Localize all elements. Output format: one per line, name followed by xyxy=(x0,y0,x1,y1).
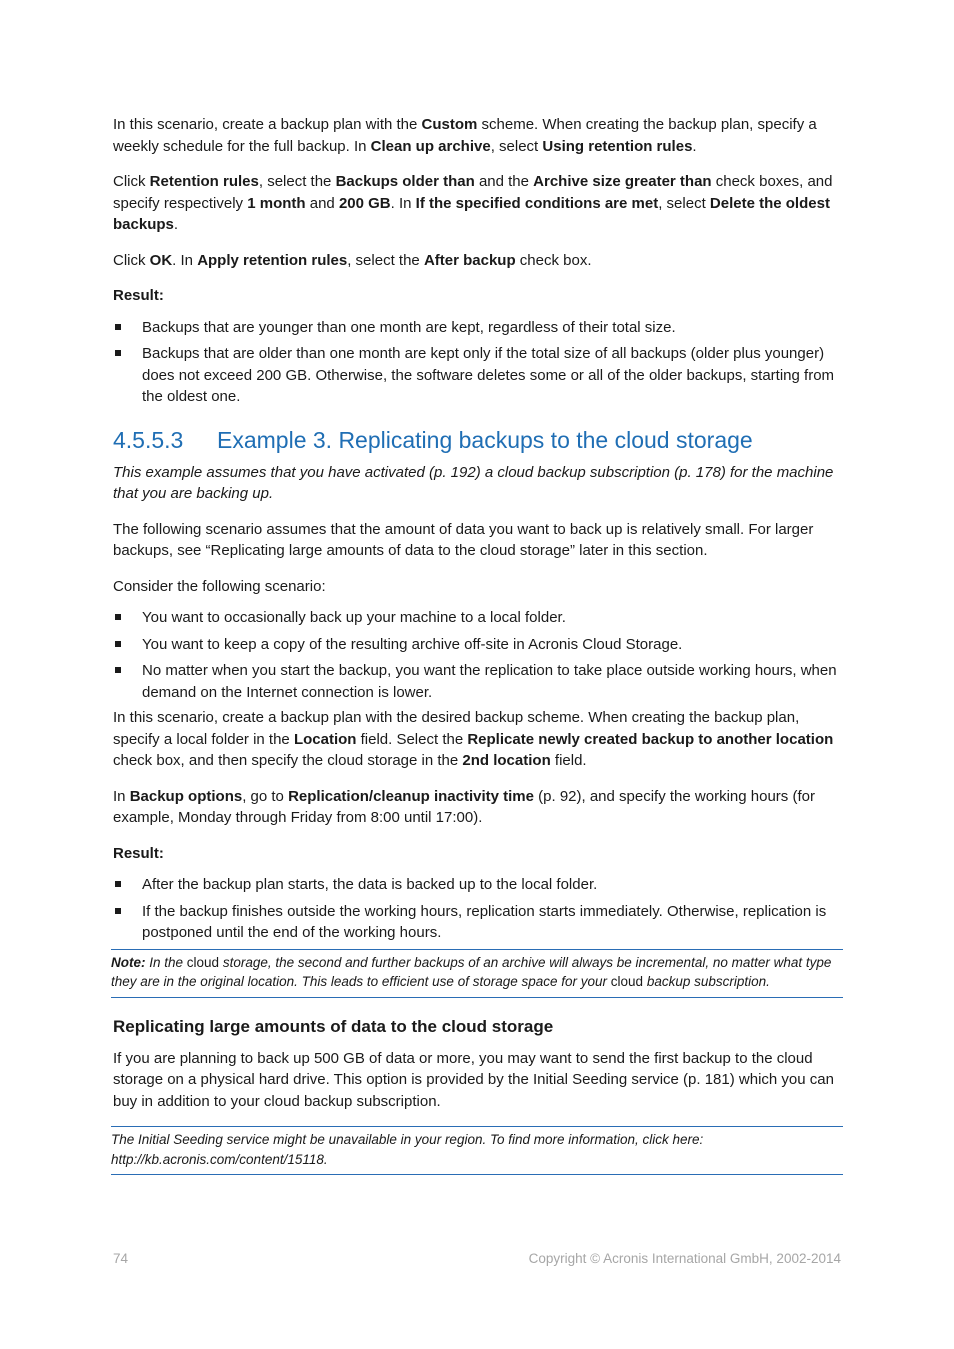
paragraph-backup-options: In Backup options, go to Replication/cleanup inactivity time (p. 92), and specify the working hours (for example, Monday through Friday from 8:00 until 17:00). xyxy=(113,787,815,826)
paragraph-custom-scheme: In this scenario, create a backup plan with the Custom scheme. When creating the backup plan, specify a weekly schedule for the full backup. In Clean up archive, select Using retention rules. xyxy=(113,116,817,155)
section-heading xyxy=(113,426,843,454)
list-item: Backups that are younger than one month are kept, regardless of their total size. xyxy=(113,317,843,339)
list-item: After the backup plan starts, the data is backed up to the local folder. xyxy=(113,874,843,896)
subheading-large-data: Replicating large amounts of data to the cloud storage xyxy=(113,1016,554,1036)
document-page xyxy=(113,114,843,1193)
note-box-seeding: The Initial Seeding service might be unavailable in your region. To find more information, click here: http://kb.acronis.com/content/15118. xyxy=(111,1126,843,1175)
scenario-list xyxy=(113,607,843,703)
list-item: No matter when you start the backup, you want the replication to take place outside working hours, when demand on the Internet connection is lower. xyxy=(113,660,843,703)
result-label: Result: xyxy=(113,287,164,304)
paragraph-retention-rules: Click Retention rules, select the Backups older than and the Archive size greater than check boxes, and specify respectively 1 month and 200 GB. In If the specified conditions are met, select Delete the oldest backups. xyxy=(113,173,833,233)
section-title: Example 3. Replicating backups to the cloud storage xyxy=(217,426,753,453)
paragraph-apply-retention: Click OK. In Apply retention rules, select the After backup check box. xyxy=(113,251,592,269)
copyright: Copyright © Acronis International GmbH, 2002-2014 xyxy=(528,1251,841,1266)
paragraph-consider: Consider the following scenario: xyxy=(113,577,326,595)
list-item: Backups that are older than one month are kept only if the total size of all backups (older plus younger) does not exceed 200 GB. Otherwise, the software deletes some or all of the older backups, starting from the oldest one. xyxy=(113,343,843,408)
paragraph-replicate: In this scenario, create a backup plan with the desired backup scheme. When creating the backup plan, specify a local folder in the Location field. Select the Replicate newly created backup to another location check box, and then specify the cloud storage in the 2nd location field. xyxy=(113,709,834,769)
result-list-replication xyxy=(113,874,843,944)
result-label: Result: xyxy=(113,844,164,862)
paragraph-scenario-size: The following scenario assumes that the amount of data you want to back up is relatively small. For larger backups, see “Replicating large amounts of data to the cloud storage” later in this section. xyxy=(113,520,814,559)
result-list-retention xyxy=(113,317,843,408)
page-number: 74 xyxy=(113,1251,129,1266)
section-intro: This example assumes that you have activated (p. 192) a cloud backup subscription (p. 178) for the machine that you are backing up. xyxy=(113,463,834,502)
list-item: You want to occasionally back up your machine to a local folder. xyxy=(113,607,843,629)
note-box: Note: In the cloud storage, the second and further backups of an archive will always be incremental, no matter what type they are in the original location. This leads to efficient use of storage space for your cloud backup subscription. xyxy=(111,949,843,998)
list-item: You want to keep a copy of the resulting archive off-site in Acronis Cloud Storage. xyxy=(113,634,843,656)
list-item: If the backup finishes outside the working hours, replication starts immediately. Otherwise, replication is postponed until the end of the working hours. xyxy=(113,901,843,944)
paragraph-initial-seeding: If you are planning to back up 500 GB of data or more, you may want to send the first backup to the cloud storage on a physical hard drive. This option is provided by the Initial Seeding service (p. 181) which you can buy in addition to your cloud backup subscription. xyxy=(113,1049,834,1110)
section-number: 4.5.5.3 xyxy=(113,426,184,453)
